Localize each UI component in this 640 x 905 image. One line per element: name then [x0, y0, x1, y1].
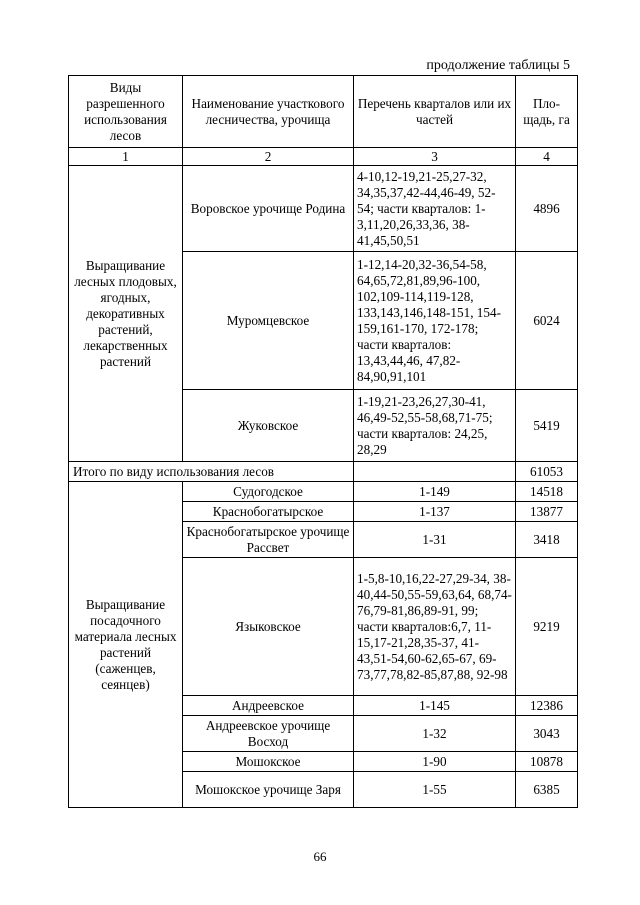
total-label: Итого по виду использования лесов	[69, 462, 354, 482]
area-cell: 3418	[516, 522, 578, 558]
forestry-name-cell: Судогодское	[183, 482, 354, 502]
forestry-name-cell: Воровское урочище Родина	[183, 166, 354, 252]
area-cell: 6024	[516, 252, 578, 390]
area-cell: 4896	[516, 166, 578, 252]
quarters-cell: 1-55	[354, 772, 516, 808]
table-caption: продолжение таблицы 5	[426, 58, 570, 73]
area-cell: 5419	[516, 390, 578, 462]
forestry-name-cell: Мошокское урочище Заря	[183, 772, 354, 808]
forestry-name-cell: Краснобогатырское урочище Рассвет	[183, 522, 354, 558]
quarters-cell: 1-90	[354, 752, 516, 772]
table-row	[69, 166, 578, 252]
column-number: 4	[516, 148, 578, 166]
area-cell: 10878	[516, 752, 578, 772]
area-cell: 3043	[516, 716, 578, 752]
use-type-cell: Выращивание лесных плодовых, ягодных, декоративных растений, лекарственных растений	[69, 166, 183, 462]
header-use-type: Виды разрешенного использования лесов	[69, 76, 183, 148]
forest-use-table	[68, 75, 578, 808]
total-row	[69, 462, 578, 482]
quarters-cell: 1-149	[354, 482, 516, 502]
header-row	[69, 76, 578, 148]
area-cell: 14518	[516, 482, 578, 502]
column-number: 1	[69, 148, 183, 166]
quarters-cell: 1-5,8-10,16,22-27,29-34, 38-40,44-50,55-59,63,64, 68,74-76,79-81,86,89-91, 99; части кварталов:6,7, 11-15,17-21,28,35-37, 41-43,51-54,60-62,65-67, 69-73,77,78,82-85,87,88, 92-98	[354, 558, 516, 696]
forestry-name-cell: Краснобогатырское	[183, 502, 354, 522]
forestry-name-cell: Мошокское	[183, 752, 354, 772]
header-quarters: Перечень кварталов или их частей	[354, 76, 516, 148]
quarters-cell: 1-12,14-20,32-36,54-58, 64,65,72,81,89,96-100, 102,109-114,119-128, 133,143,146,148-151, 154-159,161-170, 172-178; части кварталов: 13,43,44,46, 47,82-84,90,91,101	[354, 252, 516, 390]
column-number: 2	[183, 148, 354, 166]
total-area: 61053	[516, 462, 578, 482]
area-cell: 9219	[516, 558, 578, 696]
header-area: Пло-щадь, га	[516, 76, 578, 148]
quarters-cell: 1-137	[354, 502, 516, 522]
table-row	[69, 482, 578, 502]
total-quarters-empty	[354, 462, 516, 482]
forestry-name-cell: Муромцевское	[183, 252, 354, 390]
header-forestry-name: Наименование участкового лесничества, урочища	[183, 76, 354, 148]
area-cell: 13877	[516, 502, 578, 522]
quarters-cell: 1-32	[354, 716, 516, 752]
page-number: 66	[313, 849, 327, 864]
area-cell: 12386	[516, 696, 578, 716]
forestry-name-cell: Андреевское	[183, 696, 354, 716]
forestry-name-cell: Жуковское	[183, 390, 354, 462]
forestry-name-cell: Андреевское урочище Восход	[183, 716, 354, 752]
column-number: 3	[354, 148, 516, 166]
forestry-name-cell: Языковское	[183, 558, 354, 696]
use-type-cell: Выращивание посадочного материала лесных растений (саженцев, сеянцев)	[69, 482, 183, 808]
quarters-cell: 1-31	[354, 522, 516, 558]
quarters-cell: 1-19,21-23,26,27,30-41, 46,49-52,55-58,68,71-75; части кварталов: 24,25, 28,29	[354, 390, 516, 462]
column-number-row	[69, 148, 578, 166]
area-cell: 6385	[516, 772, 578, 808]
quarters-cell: 1-145	[354, 696, 516, 716]
quarters-cell: 4-10,12-19,21-25,27-32, 34,35,37,42-44,46-49, 52-54; части кварталов: 1-3,11,20,26,33,36, 38-41,45,50,51	[354, 166, 516, 252]
